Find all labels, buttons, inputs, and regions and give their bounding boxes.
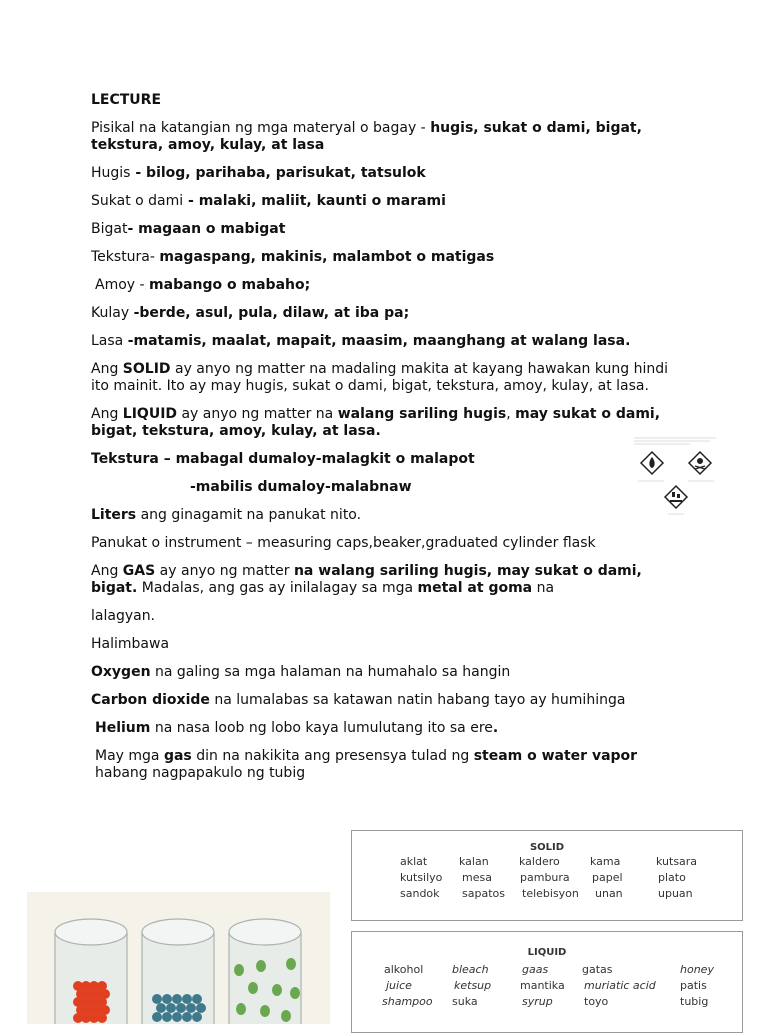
liquid-examples-box xyxy=(351,931,743,1033)
solid-word: unan xyxy=(595,887,623,900)
particle xyxy=(290,987,300,999)
paragraph-sukat: Sukat o dami - malaki, maliit, kaunti o marami xyxy=(91,193,446,209)
paragraph-steam: May mga gas din na nakikita ang presensya tulad ng steam o water vapor habang nagpapakulo ng tubig xyxy=(95,748,638,781)
liquid-word: muriatic acid xyxy=(584,979,656,992)
paragraph-oxygen: Oxygen na galing sa mga halaman na humahalo sa hangin xyxy=(91,664,511,680)
particle xyxy=(172,1012,182,1022)
liquid-word: bleach xyxy=(452,963,489,976)
particle xyxy=(162,994,172,1004)
paragraph-solid: Ang SOLID ay anyo ng matter na madaling makita at kayang hawakan kung hindi ito mainit. Ito ay may hugis, sukat o dami, bigat, tekstura, amoy, kulay, at lasa. xyxy=(91,361,669,394)
paragraph-bigat: Bigat- magaan o mabigat xyxy=(91,221,286,237)
particle xyxy=(234,964,244,976)
particle xyxy=(248,982,258,994)
solid-particles xyxy=(73,981,110,1023)
particle xyxy=(272,984,282,996)
corrosive-icon xyxy=(665,486,687,508)
paragraph-tekstura-malapot: Tekstura – mabagal dumaloy-malagkit o malapot xyxy=(91,451,475,467)
solid-word: kaldero xyxy=(519,855,560,868)
particle xyxy=(152,1012,162,1022)
solid-box-title: SOLID xyxy=(529,842,565,853)
solid-word: sapatos xyxy=(462,887,505,900)
liquid-word: toyo xyxy=(584,995,609,1008)
paragraph-hugis: Hugis - bilog, parihaba, parisukat, tatsulok xyxy=(91,165,426,181)
particle xyxy=(182,994,192,1004)
solid-word: sandok xyxy=(400,887,440,900)
liquid-word: honey xyxy=(680,963,714,976)
particle xyxy=(166,1003,176,1013)
particle xyxy=(192,994,202,1004)
solid-word: upuan xyxy=(658,887,693,900)
solid-word: kalan xyxy=(459,855,489,868)
liquid-particles xyxy=(152,994,206,1022)
particle xyxy=(172,994,182,1004)
lecture-heading: LECTURE xyxy=(91,92,162,108)
liquid-word: tubig xyxy=(680,995,709,1008)
flammable-icon xyxy=(641,452,663,474)
solid-word: papel xyxy=(592,871,623,884)
solid-word: telebisyon xyxy=(522,887,579,900)
paragraph-amoy: Amoy - mabango o mabaho; xyxy=(95,277,311,293)
paragraph-liquid: Ang LIQUID ay anyo ng matter na walang sariling hugis, may sukat o dami, bigat, tekstura, amoy, kulay, at lasa. xyxy=(91,406,661,439)
particle xyxy=(236,1003,246,1015)
solid-word: aklat xyxy=(400,855,428,868)
liquid-word: ketsup xyxy=(454,979,492,992)
paragraph-liters: Liters ang ginagamit na panukat nito. xyxy=(91,507,362,523)
particle xyxy=(152,994,162,1004)
particle xyxy=(182,1012,192,1022)
particle xyxy=(192,1012,202,1022)
liquid-word: mantika xyxy=(520,979,565,992)
particle xyxy=(186,1003,196,1013)
particle xyxy=(256,960,266,972)
paragraph-lalagyan: lalagyan. xyxy=(91,608,156,624)
hazard-diamonds-icon xyxy=(630,434,720,516)
lecture-document xyxy=(91,92,671,793)
solid-examples-box xyxy=(351,830,743,921)
solid-word: kutsara xyxy=(656,855,698,868)
liquid-word: patis xyxy=(680,979,707,992)
states-of-matter-illustration xyxy=(27,892,330,1024)
paragraph-tekstura-malabnaw: -mabilis dumaloy-malabnaw xyxy=(190,479,412,495)
paragraph-helium: Helium na nasa loob ng lobo kaya lumulutang ito sa ere. xyxy=(95,720,499,736)
paragraph-kulay: Kulay -berde, asul, pula, dilaw, at iba pa; xyxy=(91,305,410,321)
liquid-word: syrup xyxy=(522,995,553,1008)
hazard-symbols-figure xyxy=(630,434,720,516)
liquid-box-title: LIQUID xyxy=(527,947,567,958)
solid-word: kama xyxy=(590,855,621,868)
particle xyxy=(260,1005,270,1017)
liquid-word: alkohol xyxy=(384,963,424,976)
particle xyxy=(162,1012,172,1022)
liquid-word: shampoo xyxy=(382,995,433,1008)
particle xyxy=(286,958,296,970)
particle xyxy=(97,1013,107,1023)
particle xyxy=(281,1010,291,1022)
solid-word: kutsilyo xyxy=(400,871,443,884)
liquid-word: suka xyxy=(452,995,478,1008)
solid-word: pambura xyxy=(520,871,570,884)
solid-word: plato xyxy=(658,871,686,884)
toxic-icon xyxy=(689,452,711,474)
particle xyxy=(196,1003,206,1013)
solid-word: mesa xyxy=(462,871,492,884)
paragraph-panukat: Panukat o instrument – measuring caps,beaker,graduated cylinder flask xyxy=(91,535,596,551)
paragraph-tekstura: Tekstura- magaspang, makinis, malambot o matigas xyxy=(91,249,495,265)
paragraph-lasa: Lasa -matamis, maalat, mapait, maasim, maanghang at walang lasa. xyxy=(91,333,631,349)
particle xyxy=(156,1003,166,1013)
paragraph-carbon-dioxide: Carbon dioxide na lumalabas sa katawan natin habang tayo ay humihinga xyxy=(91,692,626,708)
paragraph-gas: Ang GAS ay anyo ng matter na walang sariling hugis, may sukat o dami, bigat. Madalas, ang gas ay inilalagay sa mga metal at goma na xyxy=(91,563,642,596)
particle xyxy=(176,1003,186,1013)
beakers-particles-icon xyxy=(27,892,330,1024)
liquid-word: gaas xyxy=(522,963,549,976)
liquid-word: juice xyxy=(386,979,412,992)
paragraph-pisikal: Pisikal na katangian ng mga materyal o bagay - hugis, sukat o dami, bigat, tekstura, amoy, kulay, at lasa xyxy=(91,120,642,153)
paragraph-halimbawa: Halimbawa xyxy=(91,636,170,652)
liquid-word: gatas xyxy=(582,963,613,976)
